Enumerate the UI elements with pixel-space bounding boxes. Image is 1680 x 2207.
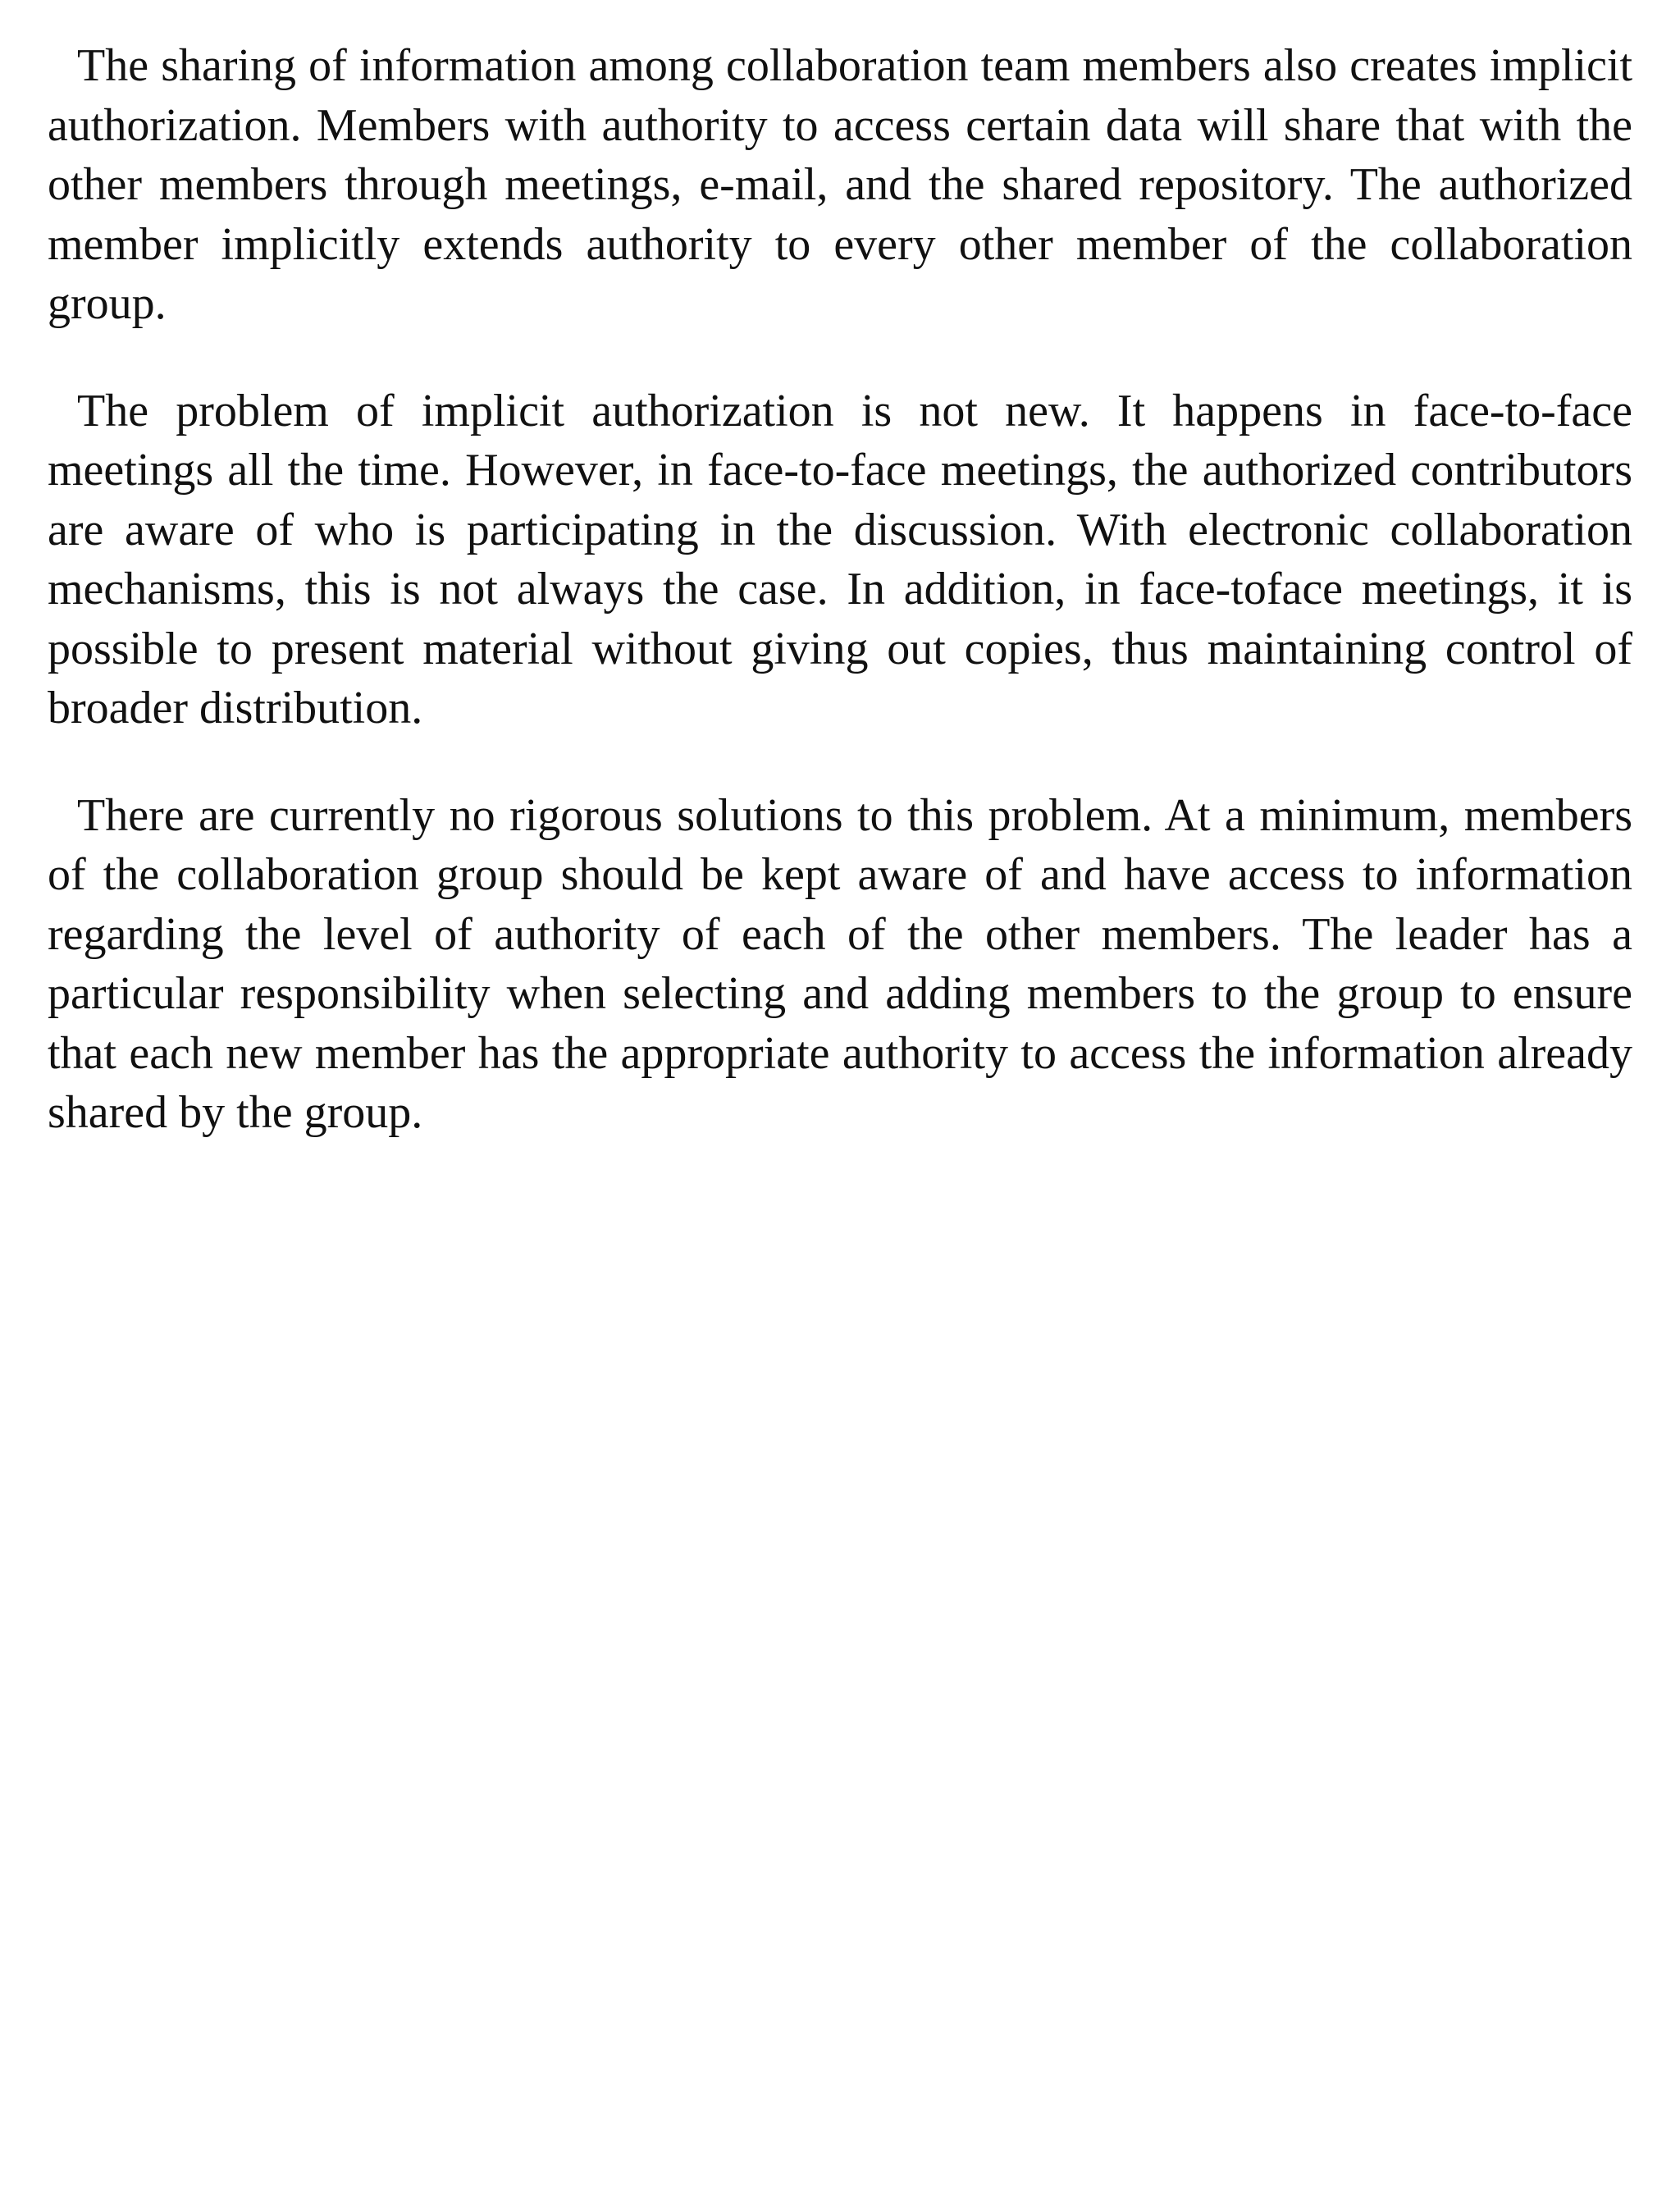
document-page (48, 36, 1632, 1143)
paragraph-solutions: There are currently no rigorous solutions to this problem. At a minimum, members of the collaboration group should be kept aware of and have access to information regarding the level of authority of each of the other members. The leader has a particular responsibility when selecting and adding members to the group to ensure that each new member has the appropriate authority to access the information already shared by the group. (48, 789, 1632, 1138)
paragraph-face-to-face: The problem of implicit authorization is not new. It happens in face-to-face meetings all the time. However, in face-to-face meetings, the authorized contributors are aware of who is participating in the discussion. With electronic collaboration mechanisms, this is not always the case. In addition, in face-toface meetings, it is possible to present material without giving out copies, thus maintaining control of broader distribution. (48, 385, 1632, 733)
paragraph-implicit-authorization: The sharing of information among collaboration team members also creates implicit authorization. Members with authority to access certain data will share that with the other members through meetings, e-mail, and the shared repository. The authorized member implicitly extends authority to every other member of the collaboration group. (48, 40, 1632, 329)
